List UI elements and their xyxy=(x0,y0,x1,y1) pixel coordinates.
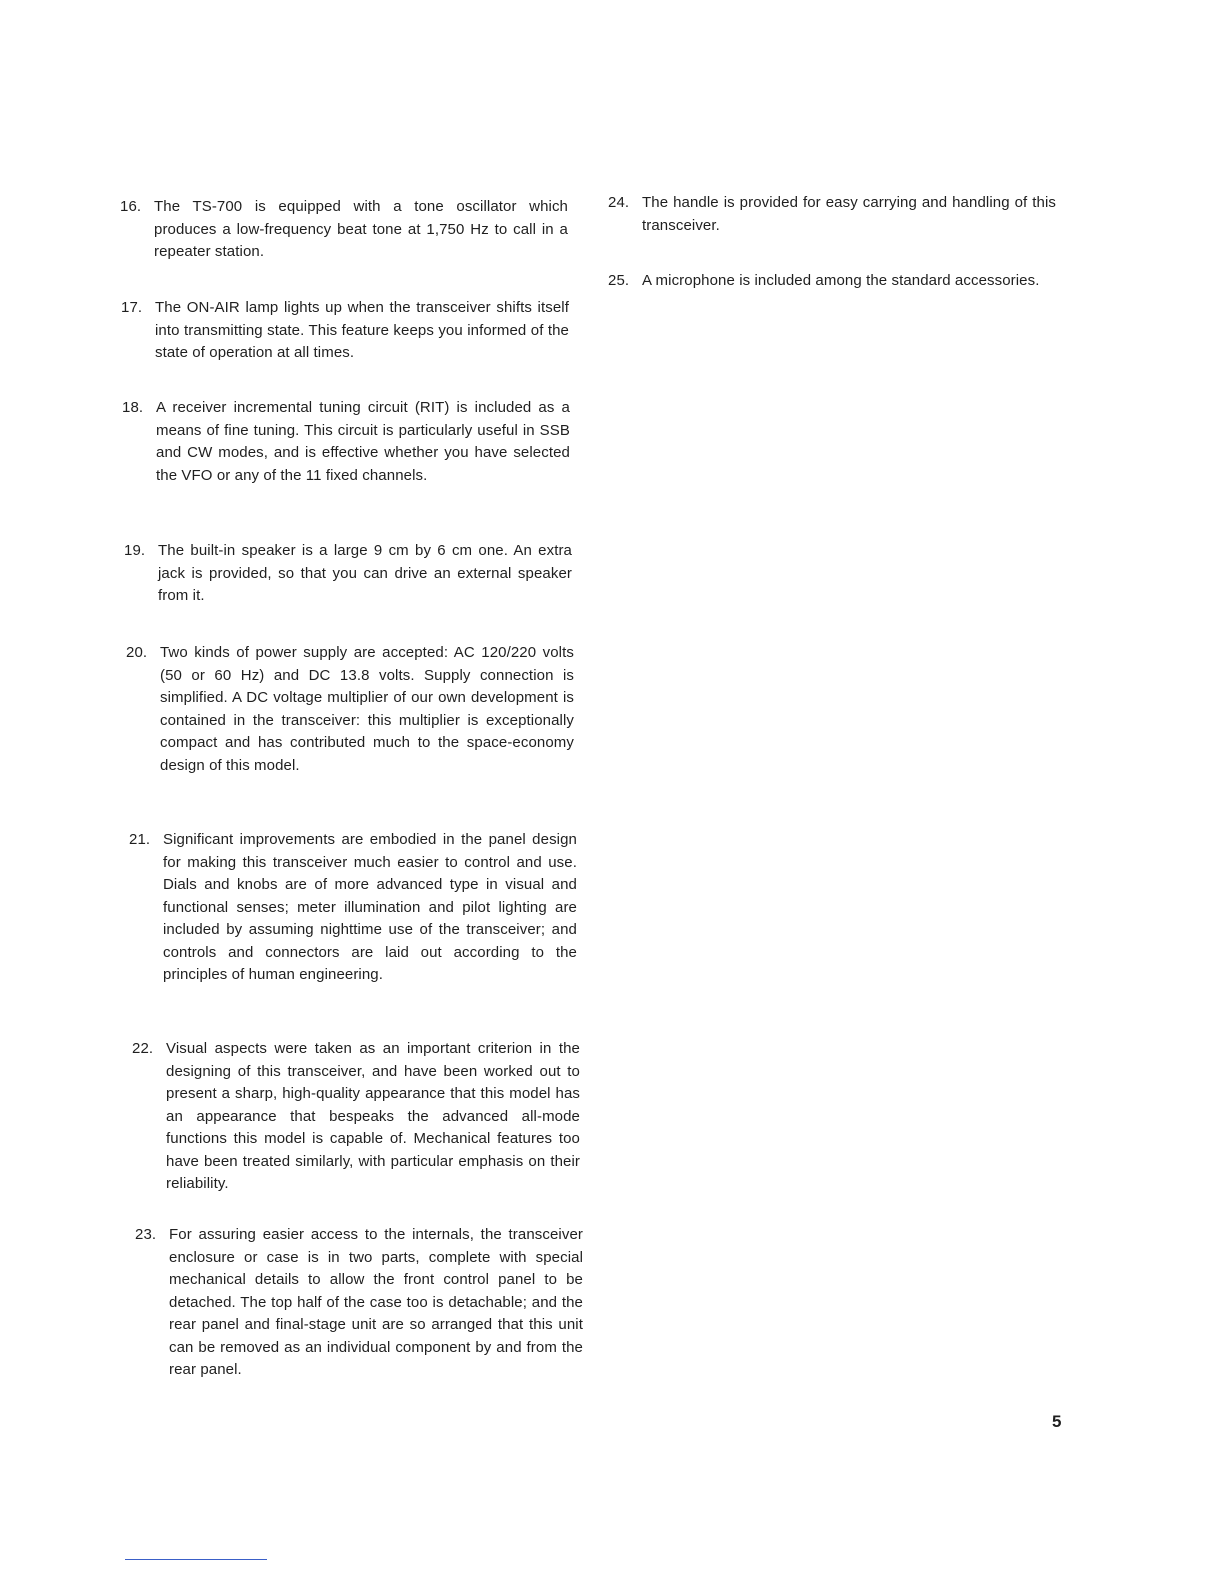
list-item-17 xyxy=(121,297,569,365)
footer-rule xyxy=(125,1559,267,1560)
list-item-19 xyxy=(124,540,572,608)
item-number: 18. xyxy=(122,399,144,416)
item-text: A microphone is included among the standard accessories. xyxy=(642,272,1040,289)
list-item-22 xyxy=(132,1038,580,1196)
item-number: 20. xyxy=(126,644,148,661)
list-item-18 xyxy=(122,397,570,487)
item-text: The handle is provided for easy carrying and handling of this transceiver. xyxy=(642,194,1056,234)
item-number: 16. xyxy=(120,198,142,215)
item-text: A receiver incremental tuning circuit (RIT) is included as a means of fine tuning. This circuit is particularly useful in SSB and CW modes, and is effective whether you have selected the VFO or any of the 11 fixed channels. xyxy=(156,399,570,484)
item-text: The built-in speaker is a large 9 cm by 6 cm one. An extra jack is provided, so that you can drive an external speaker from it. xyxy=(158,542,572,604)
item-number: 22. xyxy=(132,1040,154,1057)
list-item-25 xyxy=(608,270,1056,293)
item-text: Visual aspects were taken as an important criterion in the designing of this transceiver, and have been worked out to present a sharp, high-quality appearance that this model has an appearance that bespeaks the advanced all-mode functions this model is capable of. Mechanical features too have been treated similarly, with particular emphasis on their reliability. xyxy=(166,1040,580,1192)
item-number: 23. xyxy=(135,1226,157,1243)
page-number: 5 xyxy=(1052,1412,1062,1431)
list-item-20 xyxy=(126,642,574,777)
item-number: 25. xyxy=(608,272,630,289)
item-text: The TS-700 is equipped with a tone oscillator which produces a low-frequency beat tone at 1,750 Hz to call in a repeater station. xyxy=(154,198,568,260)
list-item-21 xyxy=(129,829,577,987)
item-text: The ON-AIR lamp lights up when the transceiver shifts itself into transmitting state. This feature keeps you informed of the state of operation at all times. xyxy=(155,299,569,361)
item-text: Significant improvements are embodied in the panel design for making this transceiver much easier to control and use. Dials and knobs are of more advanced type in visual and functional senses; meter illumination and pilot lighting are included by assuming nighttime use of the transceiver; and controls and connectors are laid out according to the principles of human engineering. xyxy=(163,831,577,983)
list-item-23 xyxy=(135,1224,583,1382)
item-number: 21. xyxy=(129,831,151,848)
item-number: 19. xyxy=(124,542,146,559)
item-text: Two kinds of power supply are accepted: AC 120/220 volts (50 or 60 Hz) and DC 13.8 volts. Supply connection is simplified. A DC voltage multiplier of our own development is contained in the transceiver: this multiplier is exceptionally compact and has contributed much to the space-economy design of this model. xyxy=(160,644,574,774)
item-text: For assuring easier access to the internals, the transceiver enclosure or case is in two parts, complete with special mechanical details to allow the front control panel to be detached. The top half of the case too is detachable; and the rear panel and final-stage unit are so arranged that this unit can be removed as an individual component by and from the rear panel. xyxy=(169,1226,583,1378)
list-item-16 xyxy=(120,196,568,264)
item-number: 24. xyxy=(608,194,630,211)
item-number: 17. xyxy=(121,299,143,316)
list-item-24 xyxy=(608,192,1056,237)
